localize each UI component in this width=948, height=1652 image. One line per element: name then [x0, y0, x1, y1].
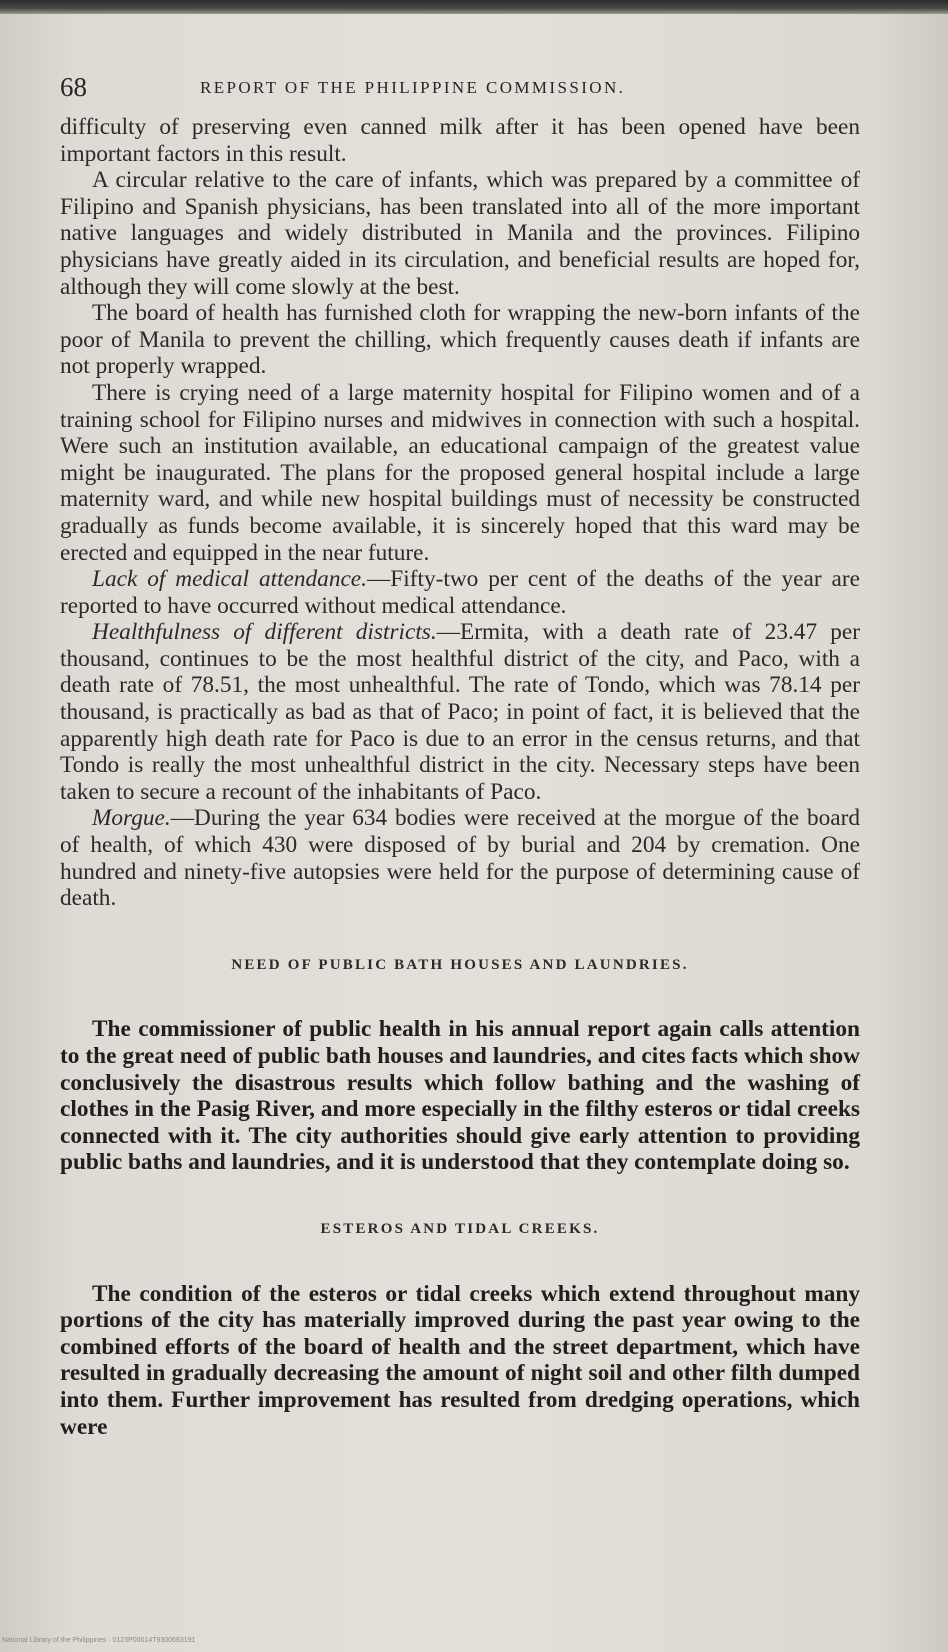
scan-imprint: National Library of the Philippines · 0123P00014T9300683191	[2, 1637, 196, 1644]
section-bath-houses	[60, 1016, 860, 1176]
paragraph-bath-houses: The commissioner of public health in his annual report again calls attention to the great need of public bath houses and laundries, and cites facts which show conclusively the disastrous results which follow bathing and the washing of clothes in the Pasig River, and more especially in the filthy esteros or tidal creeks connected with it. The city authorities should give early attention to providing public baths and laundries, and it is understood that they contemplate doing so.	[60, 1016, 860, 1176]
scan-edge-shadow	[0, 0, 948, 14]
running-title: REPORT OF THE PHILIPPINE COMMISSION.	[200, 78, 626, 97]
paragraph-esteros: The condition of the esteros or tidal creeks which extend throughout many portions of the city has materially improved during the past year owing to the combined efforts of the board of health and the street department, which have resulted in gradually decreasing the amount of night soil and other filth dumped into them. Further improvement has resulted from dredging operations, which were	[60, 1280, 860, 1440]
paragraph-medical-attendance	[60, 566, 860, 619]
text-healthfulness: —Ermita, with a death rate of 23.47 per thousand, continues to be the most healthful district of the city, and Paco, with a death rate of 78.51, the most unhealthful. The rate of Tondo, which was 78.14 per thousand, is practically as bad as that of Paco; in point of fact, it is believed that the apparently high death rate for Paco is due to an error in the census returns, and that Tondo is really the most unhealthful district in the city. Necessary steps have been taken to secure a recount of the inhabitants of Paco.	[60, 619, 860, 805]
sidehead-healthfulness: Healthfulness of different districts.	[92, 619, 437, 646]
body-text	[60, 114, 860, 1440]
text-morgue: —During the year 634 bodies were received at the morgue of the board of health, of which 430 were disposed of by burial and 204 by cremation. One hundred and ninety-five autopsies were held for the purpose of determining cause of death.	[60, 805, 860, 912]
section-heading-bath-houses: NEED OF PUBLIC BATH HOUSES AND LAUNDRIES.	[231, 956, 689, 973]
page-number: 68	[60, 72, 87, 102]
section-esteros	[60, 1281, 860, 1441]
paragraph-healthfulness	[60, 619, 860, 805]
paragraph-maternity-hospital: There is crying need of a large maternity hospital for Filipino women and of a training school for Filipino nurses and midwives in connection with such a hospital. Were such an institution available, an educational campaign of the greatest value might be inaugurated. The plans for the proposed general hospital include a large maternity ward, and while new hospital buildings must of necessity be constructed gradually as funds become available, it is sincerely hoped that this ward may be erected and equipped in the near future.	[60, 379, 860, 566]
paragraph-morgue	[60, 805, 860, 911]
text-medical-attendance: —Fifty-two per cent of the deaths of the year are reported to have occurred without medical attendance.	[60, 566, 860, 619]
paragraph-continued: difficulty of preserving even canned milk after it has been opened have been important factors in this result.	[60, 114, 860, 167]
page-header	[60, 72, 860, 112]
paragraph-wrapping-cloth: The board of health has furnished cloth for wrapping the new-born infants of the poor of Manila to prevent the chilling, which frequently causes death if infants are not properly wrapped.	[60, 300, 860, 380]
paragraph-infant-circular: A circular relative to the care of infants, which was prepared by a committee of Filipino and Spanish physicians, has been translated into all of the more important native languages and widely distributed in Manila and the provinces. Filipino physicians have greatly aided in its circulation, and beneficial results are hoped for, although they will come slowly at the best.	[60, 167, 860, 300]
sidehead-morgue: Morgue.	[92, 805, 171, 832]
section-heading-esteros: ESTEROS AND TIDAL CREEKS.	[320, 1220, 600, 1237]
sidehead-medical-attendance: Lack of medical attendance.	[92, 566, 367, 593]
